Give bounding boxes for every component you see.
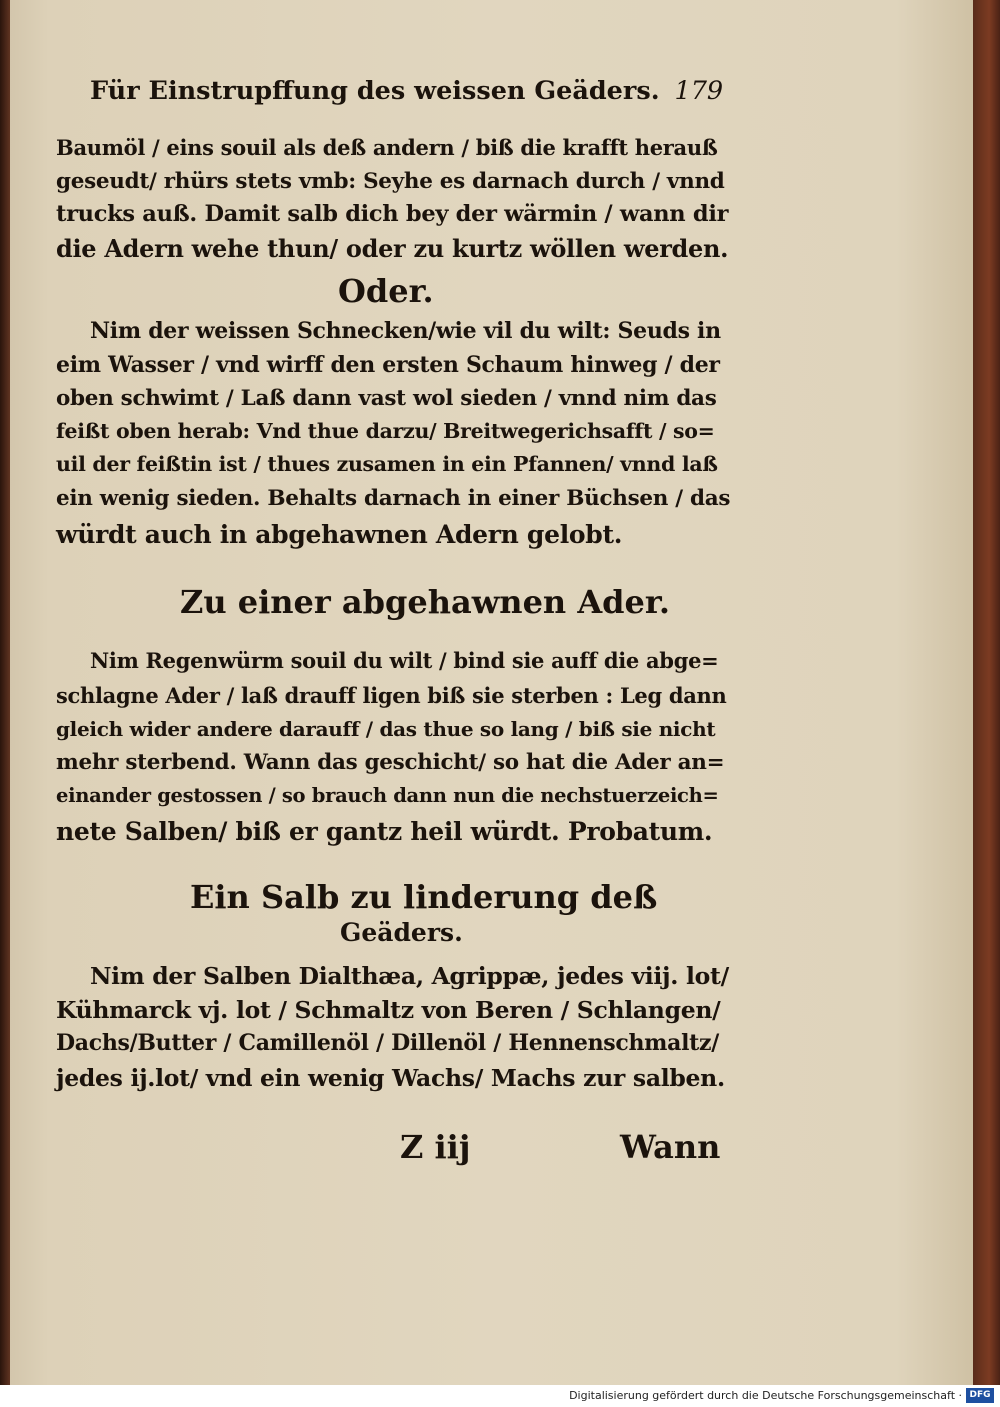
running-head-title: Für Einstrupffung des weissen Geäders. [90, 76, 660, 106]
paper-leaf [10, 0, 973, 1385]
section-heading: Ein Salb zu linderung deß [190, 878, 658, 916]
text-line: die Adern wehe thun/ oder zu kurtz wöllen werden. [56, 234, 729, 263]
text-line: oben schwimt / Laß dann vast wol sieden / vnnd nim das [56, 386, 717, 411]
section-heading: Oder. [338, 272, 434, 310]
text-line: Nim Regenwürm souil du wilt / bind sie auff die abge= [90, 648, 719, 673]
page-number: 179 [674, 76, 724, 106]
text-line: jedes ij.lot/ vnd ein wenig Wachs/ Machs zur salben. [56, 1064, 725, 1092]
book-edge [973, 0, 1000, 1385]
text-line: einander gestossen / so brauch dann nun die nechstuerzeich= [56, 784, 719, 807]
section-subheading: Geäders. [340, 918, 463, 947]
running-head [90, 76, 723, 106]
text-line: ein wenig sieden. Behalts darnach in einer Büchsen / das [56, 486, 731, 511]
digitization-credit: Digitalisierung gefördert durch die Deutsche Forschungsgemeinschaft · [569, 1389, 962, 1402]
text-line: uil der feißtin ist / thues zusamen in ein Pfannen/ vnnd laß [56, 452, 718, 476]
text-line: Nim der Salben Dialthæa, Agrippæ, jedes viij. lot/ [90, 962, 729, 990]
text-line: feißt oben herab: Vnd thue darzu/ Breitwegerichsafft / so= [56, 419, 715, 443]
footer-bar [0, 1385, 1000, 1407]
catchword: Wann [620, 1128, 721, 1166]
text-line: würdt auch in abgehawnen Adern gelobt. [56, 520, 623, 549]
text-line: nete Salben/ biß er gantz heil würdt. Probatum. [56, 817, 713, 846]
text-line: schlagne Ader / laß drauff ligen biß sie sterben : Leg dann [56, 683, 727, 708]
text-line: Nim der weissen Schnecken/wie vil du wilt: Seuds in [90, 318, 721, 344]
text-line: geseudt/ rhürs stets vmb: Seyhe es darnach durch / vnnd [56, 169, 725, 194]
text-line: trucks auß. Damit salb dich bey der wärmin / wann dir [56, 201, 729, 227]
section-heading: Zu einer abgehawnen Ader. [180, 583, 670, 621]
text-line: gleich wider andere darauff / das thue so lang / biß sie nicht [56, 717, 716, 741]
text-line: Baumöl / eins souil als deß andern / biß die krafft herauß [56, 135, 718, 160]
text-line: Kühmarck vj. lot / Schmaltz von Beren / Schlangen/ [56, 996, 721, 1024]
text-line: eim Wasser / vnd wirff den ersten Schaum hinweg / der [56, 352, 720, 378]
text-line: mehr sterbend. Wann das geschicht/ so hat die Ader an= [56, 750, 725, 775]
dfg-logo: DFG [966, 1388, 994, 1403]
signature-mark: Z iij [400, 1128, 471, 1166]
text-line: Dachs/Butter / Camillenöl / Dillenöl / Hennenschmaltz/ [56, 1030, 719, 1056]
